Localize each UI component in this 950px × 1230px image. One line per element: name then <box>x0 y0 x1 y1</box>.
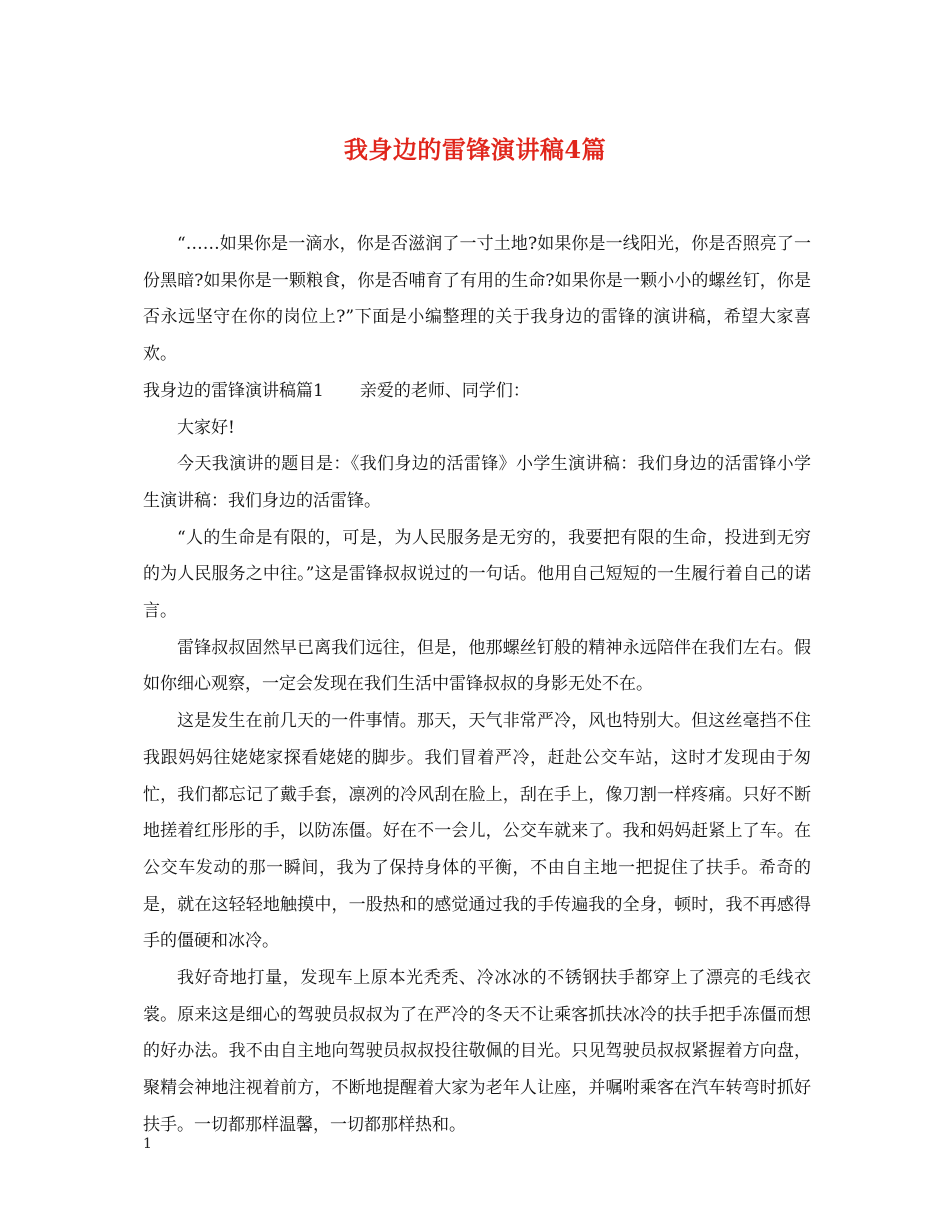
body-paragraph: 雷锋叔叔固然早已离我们远往，但是，他那螺丝钉般的精神永远陪伴在我们左右。假如你细心观察，一定会发现在我们生活中雷锋叔叔的身影无处不在。 <box>143 637 811 695</box>
salutation: 亲爱的老师、同学们： <box>359 380 530 401</box>
document-title: 我身边的雷锋演讲稿4篇 <box>343 135 607 164</box>
body-paragraph: 这是发生在前几天的一件事情。那天，天气非常严冷，风也特别大。但这丝毫挡不住我跟妈妈往姥姥家探看姥姥的脚步。我们冒着严冷，赶赴公交车站，这时才发现由于匆忙，我们都忘记了戴手套，凛冽的冷风刮在脸上，刮在手上，像刀割一样疼痛。只好不断地搓着红彤彤的手，以防冻僵。好在不一会儿，公交车就来了。我和妈妈赶紧上了车。在公交车发动的那一瞬间，我为了保持身体的平衡，不由自主地一把捉住了扶手。希奇的是，就在这轻轻地触摸中，一股热和的感觉通过我的手传遍我的全身，顿时，我不再感得手的僵硬和冰冷。 <box>143 711 811 952</box>
page-number: 1 <box>143 1136 152 1152</box>
greeting: 大家好! <box>177 417 235 438</box>
section-heading-line <box>143 373 811 410</box>
body-paragraph: 我好奇地打量，发现车上原本光秃秃、冷冰冰的不锈钢扶手都穿上了漂亮的毛线衣裳。原来这是细心的驾驶员叔叔为了在严冷的冬天不让乘客抓扶冰冷的扶手把手冻僵而想的好办法。我不由自主地向驾驶员叔叔投往敬佩的目光。只见驾驶员叔叔紧握着方向盘，聚精会神地注视着前方，不断地提醒着大家为老年人让座，并嘱咐乘客在汽车转弯时抓好扶手。一切都那样温馨，一切都那样热和。 <box>143 968 811 1135</box>
body-paragraph: 今天我演讲的题目是：《我们身边的活雷锋》小学生演讲稿：我们身边的活雷锋小学生演讲稿：我们身边的活雷锋。 <box>143 454 811 511</box>
section-heading: 我身边的雷锋演讲稿篇1 <box>143 380 324 401</box>
body-paragraph: “人的生命是有限的，可是，为人民服务是无穷的，我要把有限的生命，投进到无穷的为人民服务之中往。”这是雷锋叔叔说过的一句话。他用自己短短的一生履行着自己的诺言。 <box>143 527 811 622</box>
intro-paragraph: “……如果你是一滴水，你是否滋润了一寸土地?如果你是一线阳光，你是否照亮了一份黑暗?如果你是一颗粮食，你是否哺育了有用的生命?如果你是一颗小小的螺丝钉，你是否永远坚守在你的岗位上?”下面是小编整理的关于我身边的雷锋的演讲稿，希望大家喜欢。 <box>143 234 811 365</box>
document-body <box>143 226 811 1144</box>
